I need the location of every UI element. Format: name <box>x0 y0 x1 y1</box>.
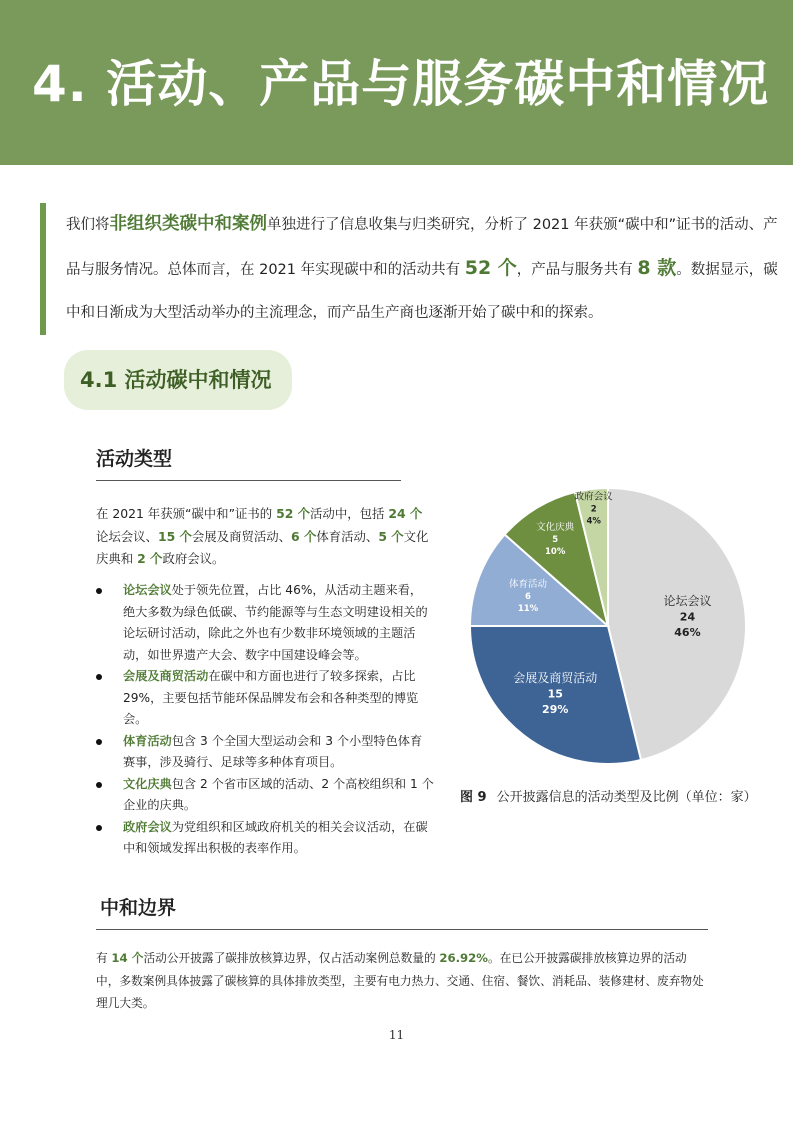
list-item-text: 在碳中和方面也进行了较多探索，占比 29%，主要包括节能环保品牌发布会和各种类型的博览会。 <box>123 669 419 726</box>
boundary-paragraph <box>96 947 706 1015</box>
pie-label-category: 体育活动 <box>508 578 548 590</box>
summary-text: 政府会议。 <box>162 551 225 566</box>
intro-text: ，产品与服务共有 <box>516 262 638 278</box>
summary-count: 15 个 <box>157 528 192 544</box>
summary-text: 活动中，包括 <box>310 506 389 521</box>
summary-count: 2 个 <box>137 551 163 566</box>
summary-text: 会展及商贸活动、 <box>191 528 292 544</box>
list-item <box>96 666 434 731</box>
pie-label-percent: 4% <box>586 516 601 527</box>
intro-paragraph <box>40 203 786 335</box>
pie-label-value: 6 <box>525 591 531 602</box>
list-item-text: 处于领先位置，占比 46%，从活动主题来看，绝大多数为绿色低碳、节约能源等与生态文明建设相关的论坛研讨活动，除此之外也有少数非环境领域的主题活动，如世界遗产大会、数字中国建设峰会等。 <box>123 583 428 662</box>
section-title: 4.1 活动碳中和情况 <box>80 368 272 392</box>
bullet-dot-icon <box>96 782 102 788</box>
list-item <box>96 774 434 817</box>
summary-count: 6 个 <box>291 528 317 544</box>
page-title: 4. 活动、产品与服务碳中和情况 <box>32 55 770 113</box>
figure-caption <box>460 786 757 805</box>
intro-highlight: 非组织类碳中和案例 <box>109 214 267 234</box>
header-band <box>0 0 793 165</box>
pie-label-value: 15 <box>547 687 563 701</box>
boundary-count: 14 个 <box>111 951 144 965</box>
intro-highlight: 52 个 <box>464 257 517 279</box>
activity-heading: 活动类型 <box>96 448 173 470</box>
activity-type-pie-chart <box>420 460 770 780</box>
bullet-dot-icon <box>96 588 102 594</box>
bullet-dot-icon <box>96 739 102 745</box>
intro-text: 我们将 <box>66 217 110 233</box>
summary-count: 24 个 <box>388 506 423 521</box>
pie-label-category: 文化庆典 <box>536 521 575 533</box>
summary-count: 52 个 <box>276 506 311 521</box>
activity-heading-rule <box>96 480 401 481</box>
boundary-percent: 26.92% <box>439 951 489 965</box>
boundary-text: 活动公开披露了碳排放核算边界，仅占活动案例总数量的 <box>143 951 440 965</box>
boundary-text: 。在已公开披露碳排放核算边界的活动中，多数案例具体披露了碳核算的具体排放类型，主要有电力热力、交通、住宿、餐饮、消耗品、装修建材、废弃物处理几大类。 <box>96 951 704 1010</box>
list-item-term: 会展及商贸活动 <box>123 669 209 683</box>
bullet-dot-icon <box>96 674 102 680</box>
summary-text: 文化庆典和 <box>96 528 429 566</box>
pie-label-value: 5 <box>552 534 559 545</box>
pie-label-percent: 29% <box>542 703 569 717</box>
summary-text: 论坛会议、 <box>96 528 158 544</box>
section-title-pill <box>64 350 292 410</box>
list-item-term: 政府会议 <box>123 819 172 834</box>
boundary-text: 有 <box>96 951 112 965</box>
summary-count: 5 个 <box>378 528 404 544</box>
figure-label: 图 9 <box>460 790 487 805</box>
list-item-text: 包含 2 个省市区域的活动、2 个高校组织和 1 个企业的庆典。 <box>123 776 434 812</box>
activity-type-list <box>96 580 434 860</box>
list-item <box>96 817 434 860</box>
list-item <box>96 580 434 666</box>
figure-caption-text: 公开披露信息的活动类型及比例（单位：家） <box>496 790 757 805</box>
pie-label-value: 2 <box>590 504 597 515</box>
list-item <box>96 731 434 774</box>
pie-label-percent: 10% <box>544 546 566 557</box>
pie-label-category: 论坛会议 <box>663 594 712 609</box>
intro-text: 。数据显示，碳中和日渐成为大型活动举办的主流理念，而产品生产商也逐渐开始了碳中和的探索。 <box>66 262 778 321</box>
pie-label-category: 政府会议 <box>574 491 613 503</box>
pie-label-percent: 46% <box>674 626 701 640</box>
list-item-term: 文化庆典 <box>123 776 172 791</box>
list-item-term: 体育活动 <box>123 733 172 748</box>
pie-label-percent: 11% <box>517 603 539 614</box>
boundary-heading-rule <box>96 929 708 930</box>
page-number: 11 <box>388 1028 405 1042</box>
pie-label-category: 会展及商贸活动 <box>513 671 598 686</box>
intro-highlight: 8 款 <box>637 257 677 279</box>
list-item-text: 为党组织和区域政府机关的相关会议活动，在碳中和领域发挥出积极的表率作用。 <box>123 819 428 855</box>
list-item-text: 包含 3 个全国大型运动会和 3 个小型特色体育赛事，涉及骑行、足球等多种体育项目。 <box>123 733 423 769</box>
summary-text: 体育活动、 <box>316 528 379 544</box>
summary-text: 在 2021 年获颁“碳中和”证书的 <box>96 506 277 521</box>
bullet-dot-icon <box>96 825 102 831</box>
activity-summary <box>96 503 432 571</box>
list-item-term: 论坛会议 <box>123 583 172 597</box>
pie-label-value: 24 <box>679 610 696 624</box>
boundary-heading: 中和边界 <box>100 897 177 919</box>
intro-text: 单独进行了信息收集与归类研究，分析了 2021 年获颁“碳中和”证书的活动、产品与服务情况。总体而言，在 2021 年实现碳中和的活动共有 <box>66 217 778 278</box>
